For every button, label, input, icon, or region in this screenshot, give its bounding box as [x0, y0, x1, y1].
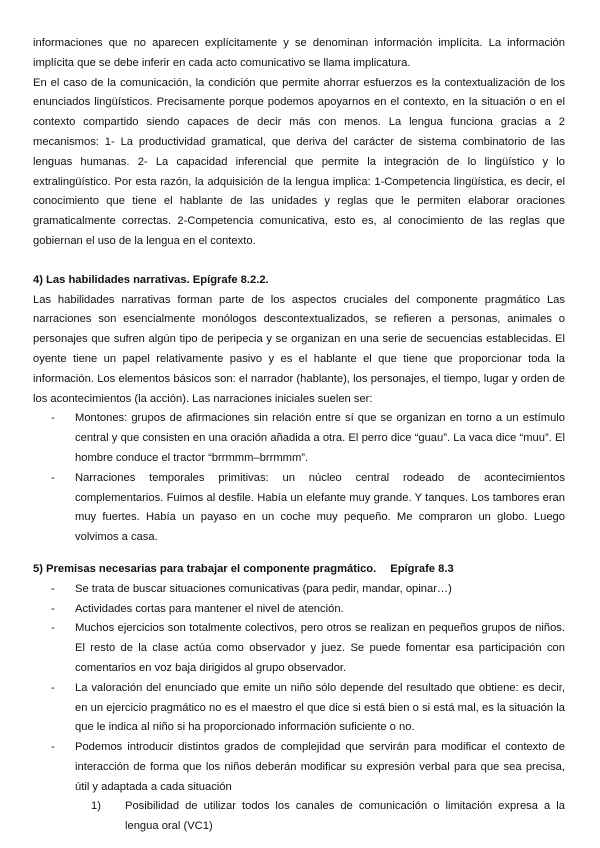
list-item: - Narraciones temporales primitivas: un núcleo central rodeado de acontecimientos complementarios. Fuimos al desfile. Había un elefante muy grande. Y tanques. Los tambores eran muy fuertes. Había un payaso en un coche muy pequeño. Me compraron un globo. Luego volvimos a casa. — [33, 469, 565, 548]
section-5-heading-epigraph: Epígrafe 8.3 — [390, 562, 454, 575]
list-item: - Se trata de buscar situaciones comunicativas (para pedir, mandar, opinar…) — [33, 580, 565, 600]
numbered-item — [33, 797, 565, 837]
intro-paragraph-1: informaciones que no aparecen explícitamente y se denominan información implícita. La información implícita que se debe inferir en cada acto comunicativo se llama implicatura. — [33, 37, 565, 69]
spacer — [33, 252, 565, 271]
section-4-paragraph: Las habilidades narrativas forman parte de los aspectos cruciales del componente pragmático Las narraciones son esencialmente monólogos descontextualizados, se refieren a personas, animales o personajes que sufren algún tipo de peripecia y se organizan en una serie de secuencias establecidas. El oyente tiene un papel relativamente pasivo y es el hablante el que tiene que proporcionar toda la información. Los elementos básicos son: el narrador (hablante), los personajes, el tiempo, lugar y orden de los acontecimientos (la acción). Las narraciones iniciales suelen ser: — [33, 293, 565, 405]
spacer — [33, 548, 565, 560]
section-5-heading — [33, 560, 565, 580]
document-page — [33, 34, 565, 837]
list-item: - La valoración del enunciado que emite un niño sólo depende del resultado que obtiene: es decir, en un ejercicio pragmático no es el maestro el que dice si está bien o si está mal, es la situación la que le indica al niño si ha proporcionado información suficiente o no. — [33, 679, 565, 738]
list-item: - Actividades cortas para mantener el nivel de atención. — [33, 600, 565, 620]
list-item: - Muchos ejercicios son totalmente colectivos, pero otros se realizan en pequeños grupos de niños. El resto de la clase actúa como observador y juez. Se puede fomentar esa participación con comentarios en voz baja dirigidos al grupo observador. — [33, 619, 565, 678]
intro-paragraph-2: En el caso de la comunicación, la condición que permite ahorrar esfuerzos es la contextualización de los enunciados lingüísticos. Precisamente porque podemos apoyarnos en el contexto, en la situación o en el contexto compartido siendo capaces de decir más con menos. La lengua funciona gracias a 2 mecanismos: 1- La productividad gramatical, que deriva del carácter de sistema combinatorio de las lenguas humanas. 2- La capacidad inferencial que permite la integración de lo lingüístico y lo extralingüístico. Por esta razón, la adquisición de la lengua implica: 1-Competencia lingüística, es decir, el conocimiento que tiene el hablante de las unidades y reglas que le permiten elaborar oraciones gramaticalmente correctas. 2-Competencia comunicativa, esto es, al conocimiento de las reglas que gobiernan el uso de la lengua en el contexto. — [33, 76, 565, 247]
numbered-item-text: Posibilidad de utilizar todos los canales de comunicación o limitación expresa a la lengua oral (VC1) — [125, 800, 565, 833]
section-5-list — [33, 580, 565, 798]
section-4-list — [33, 409, 565, 548]
section-5-numbered-list — [33, 797, 565, 837]
section-5-heading-title: 5) Premisas necesarias para trabajar el componente pragmático. — [33, 562, 377, 575]
section-4-heading: 4) Las habilidades narrativas. Epígrafe 8.2.2. — [33, 273, 269, 286]
list-item: - Montones: grupos de afirmaciones sin relación entre sí que se organizan en torno a un estímulo central y que consisten en una oración añadida a otra. El perro dice “guau”. La vaca dice “muu”. El hombre conduce el tractor “brrmmm–brrmmm”. — [33, 409, 565, 468]
list-item: - Podemos introducir distintos grados de complejidad que servirán para modificar el contexto de interacción de forma que los niños deberán modificar su expresión verbal para que sea precisa, útil y adaptada a cada situación — [33, 738, 565, 797]
numbered-item-mark: 1) — [91, 800, 101, 813]
